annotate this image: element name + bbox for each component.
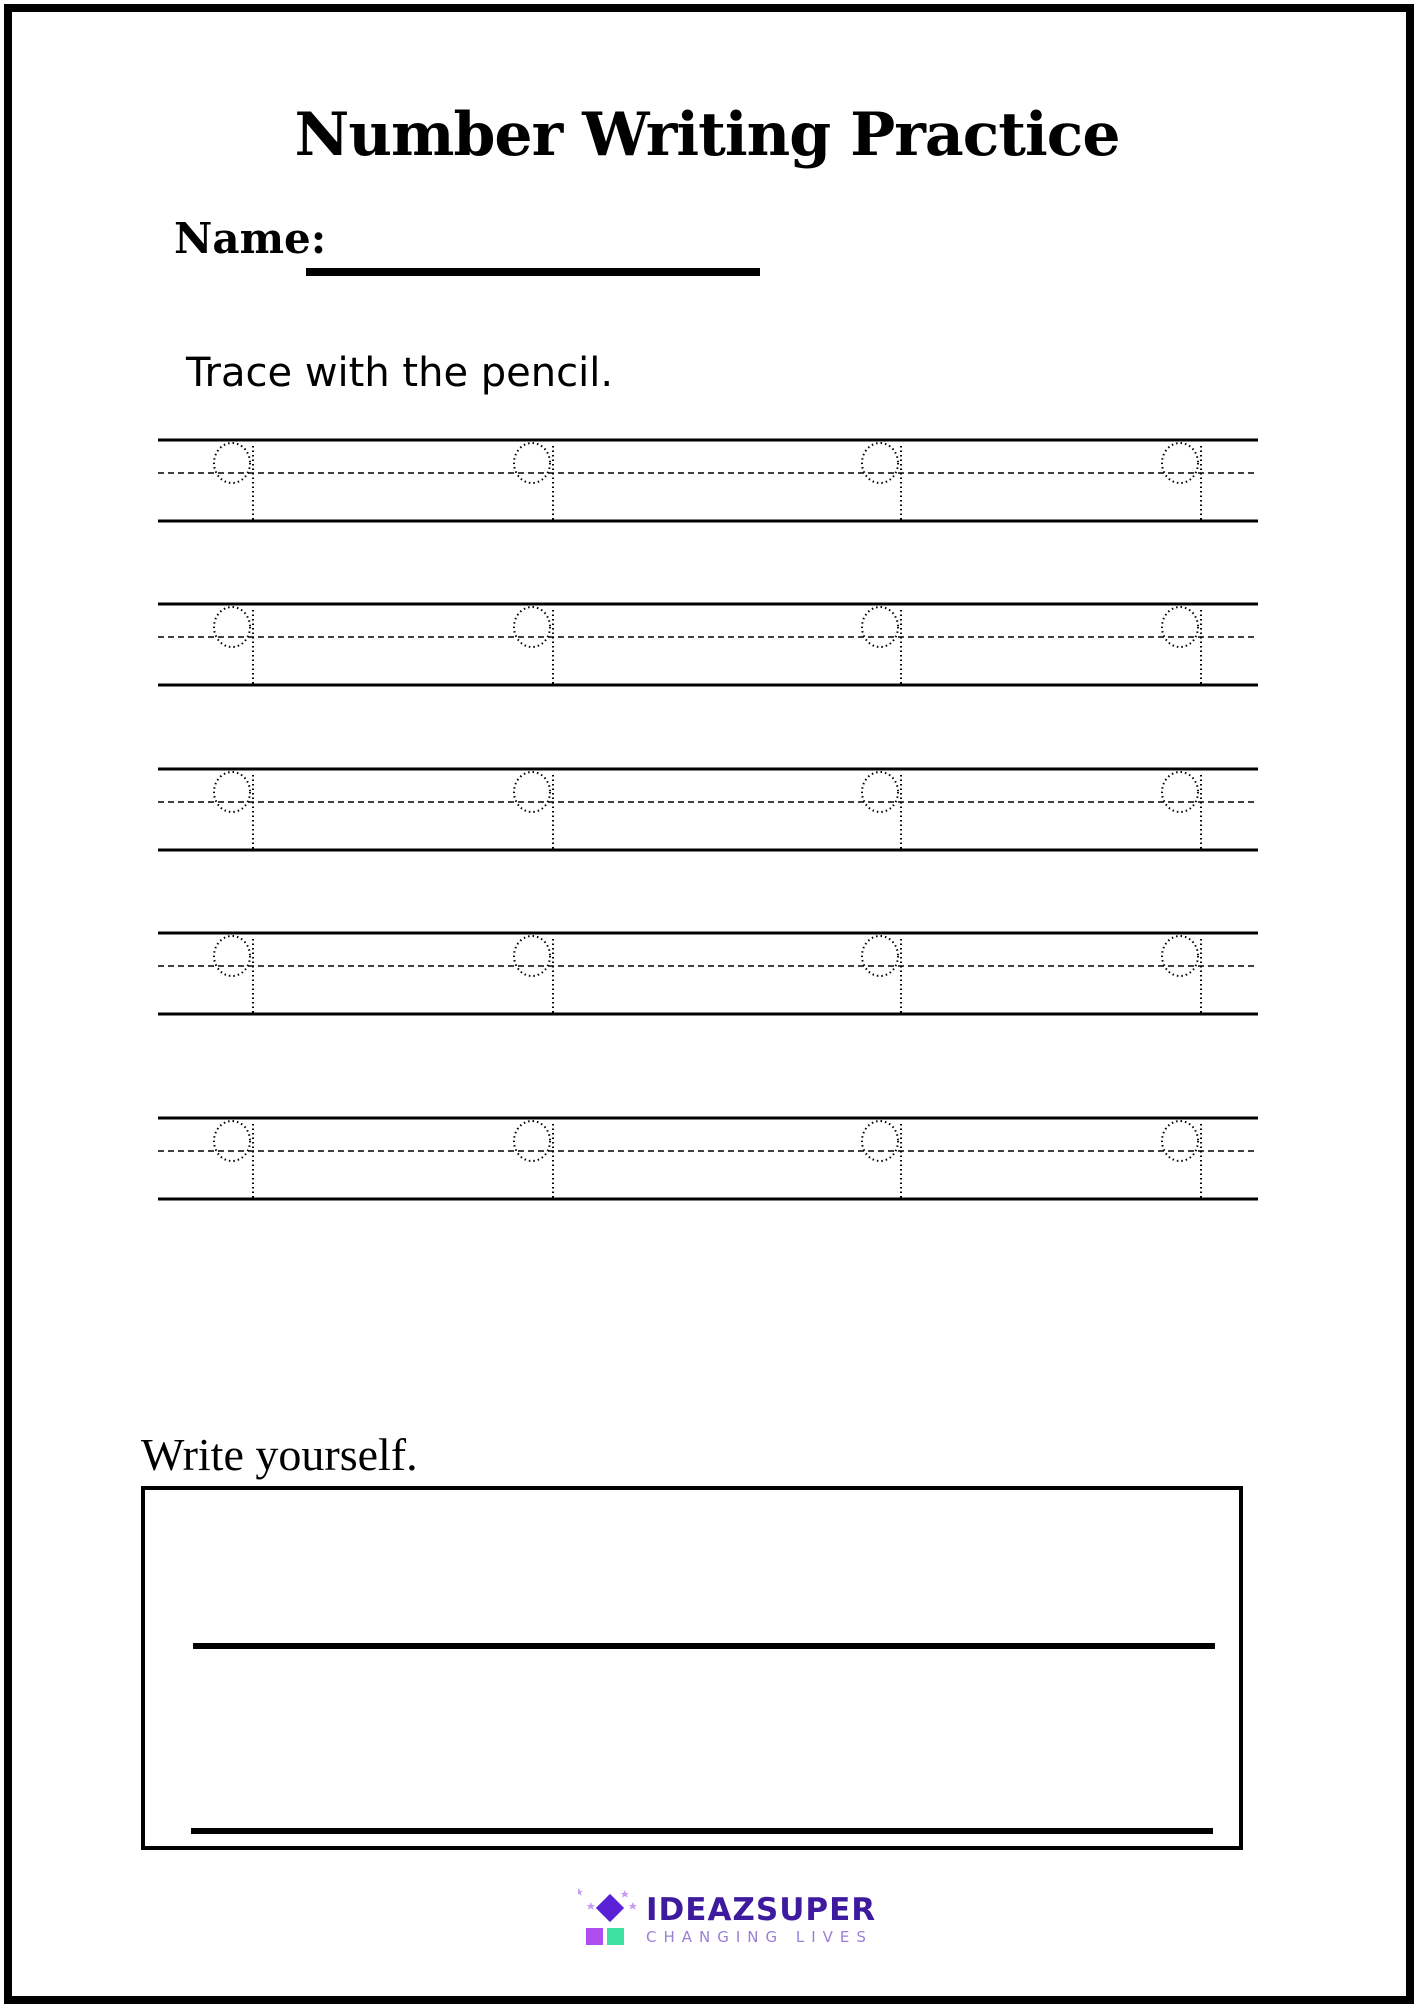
name-label: Name: <box>174 214 327 263</box>
traceable-digit-9[interactable] <box>514 772 553 850</box>
traceable-digit-9[interactable] <box>862 607 901 685</box>
traceable-digit-9[interactable] <box>514 443 553 521</box>
brand-name: IDEAZSUPER <box>646 1892 877 1928</box>
traceable-digit-9[interactable] <box>1162 936 1201 1014</box>
writing-line[interactable] <box>191 1828 1213 1834</box>
traceable-digit-9[interactable] <box>862 443 901 521</box>
traceable-digit-9[interactable] <box>862 936 901 1014</box>
trace-instruction: Trace with the pencil. <box>186 350 614 396</box>
traceable-digit-9[interactable] <box>862 772 901 850</box>
traceable-digit-9[interactable] <box>862 1121 901 1199</box>
traceable-digit-9[interactable] <box>514 607 553 685</box>
traceable-digit-9[interactable] <box>214 1121 253 1199</box>
traceable-digit-9[interactable] <box>214 936 253 1014</box>
traceable-digit-9[interactable] <box>514 1121 553 1199</box>
write-yourself-box[interactable] <box>141 1486 1243 1850</box>
traceable-digit-9[interactable] <box>1162 1121 1201 1199</box>
traceable-digit-9[interactable] <box>214 607 253 685</box>
traceable-digit-9[interactable] <box>514 936 553 1014</box>
write-yourself-label: Write yourself. <box>141 1429 418 1480</box>
traceable-digit-9[interactable] <box>214 772 253 850</box>
writing-line[interactable] <box>193 1643 1215 1649</box>
brand-tagline: CHANGING LIVES <box>646 1928 873 1946</box>
traceable-digit-9[interactable] <box>1162 443 1201 521</box>
traceable-digit-9[interactable] <box>214 443 253 521</box>
traceable-digit-9[interactable] <box>1162 607 1201 685</box>
traceable-digit-9[interactable] <box>1162 772 1201 850</box>
page-title: Number Writing Practice <box>294 100 1120 170</box>
